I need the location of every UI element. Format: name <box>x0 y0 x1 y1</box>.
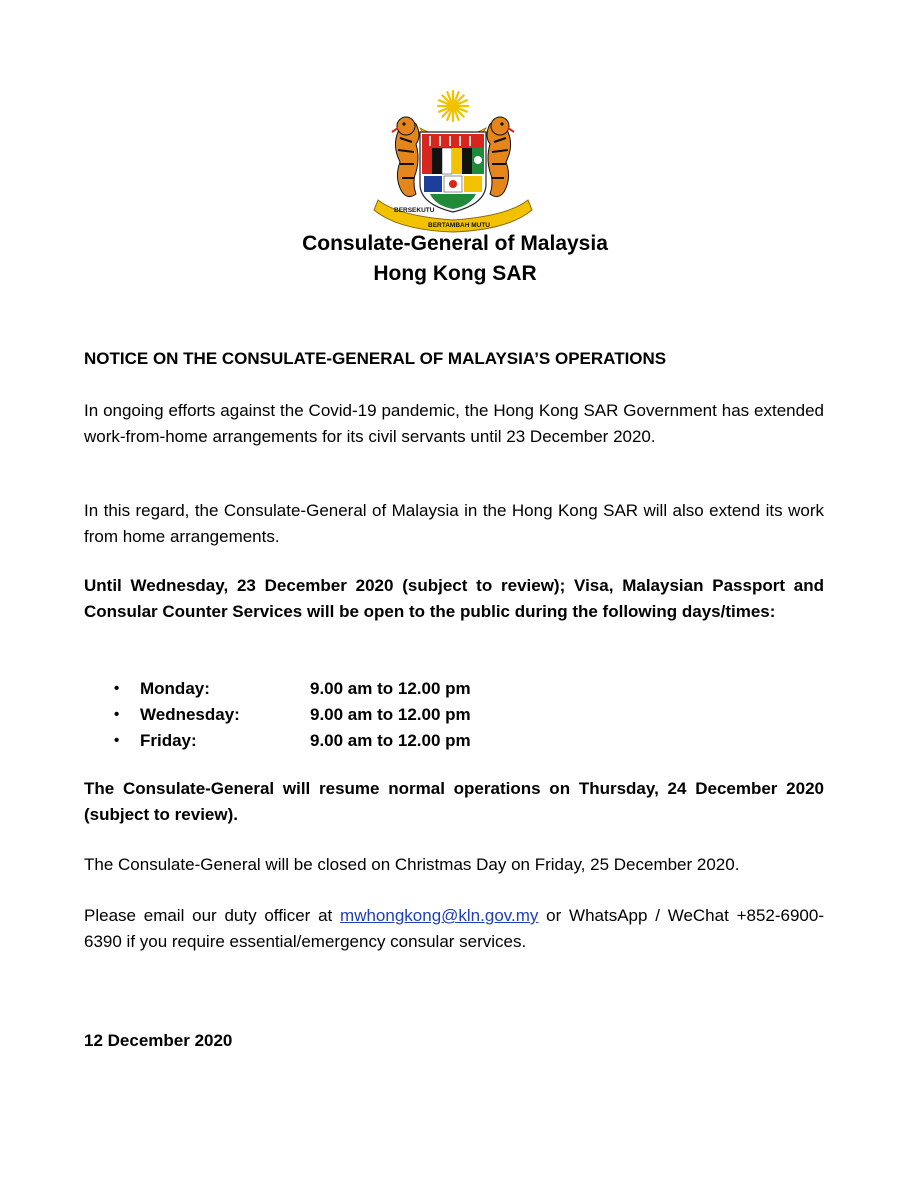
duty-officer-email-link[interactable]: mwhongkong@kln.gov.my <box>340 906 539 925</box>
schedule-row-monday <box>84 676 824 702</box>
schedule-time: 9.00 am to 12.00 pm <box>310 679 471 698</box>
malaysia-coat-of-arms-icon <box>358 88 548 233</box>
schedule-day: Wednesday: <box>140 705 240 724</box>
crest-motto-bottom: BERTAMBAH MUTU <box>428 222 490 229</box>
bullet-icon: • <box>114 680 120 697</box>
schedule-row-friday <box>84 728 824 754</box>
schedule-time: 9.00 am to 12.00 pm <box>310 705 471 724</box>
schedule-row-wednesday <box>84 702 824 728</box>
paragraph-consulate-arrangements: In this regard, the Consulate-General of Malaysia in the Hong Kong SAR will also extend its work from home arrangements. <box>84 501 824 546</box>
paragraph-contact <box>84 903 824 955</box>
bullet-icon: • <box>114 732 120 749</box>
organization-location: Hong Kong SAR <box>373 262 537 285</box>
bullet-icon: • <box>114 706 120 723</box>
crest-motto-left: BERSEKUTU <box>394 207 435 214</box>
contact-text-after: or WhatsApp / WeChat +852-6900-6390 if you require essential/emergency consular services. <box>84 906 824 951</box>
schedule-day: Friday: <box>140 731 197 750</box>
schedule-time: 9.00 am to 12.00 pm <box>310 731 471 750</box>
contact-text-before: Please email our duty officer at <box>84 906 341 925</box>
paragraph-resume-operations: The Consulate-General will resume normal operations on Thursday, 24 December 2020 (subject to review). <box>84 779 824 824</box>
paragraph-covid-arrangements: In ongoing efforts against the Covid-19 pandemic, the Hong Kong SAR Government has extended work-from-home arrangements for its civil servants until 23 December 2020. <box>84 401 824 446</box>
paragraph-christmas-closure: The Consulate-General will be closed on Christmas Day on Friday, 25 December 2020. <box>84 855 740 874</box>
schedule-day: Monday: <box>140 679 210 698</box>
notice-date: 12 December 2020 <box>84 1031 233 1050</box>
organization-name: Consulate-General of Malaysia <box>302 232 608 255</box>
schedule-list <box>84 676 824 754</box>
notice-heading: NOTICE ON THE CONSULATE-GENERAL OF MALAYSIA’S OPERATIONS <box>84 349 667 368</box>
paragraph-service-hours-intro: Until Wednesday, 23 December 2020 (subject to review); Visa, Malaysian Passport and Consular Counter Services will be open to the public during the following days/times: <box>84 576 824 621</box>
